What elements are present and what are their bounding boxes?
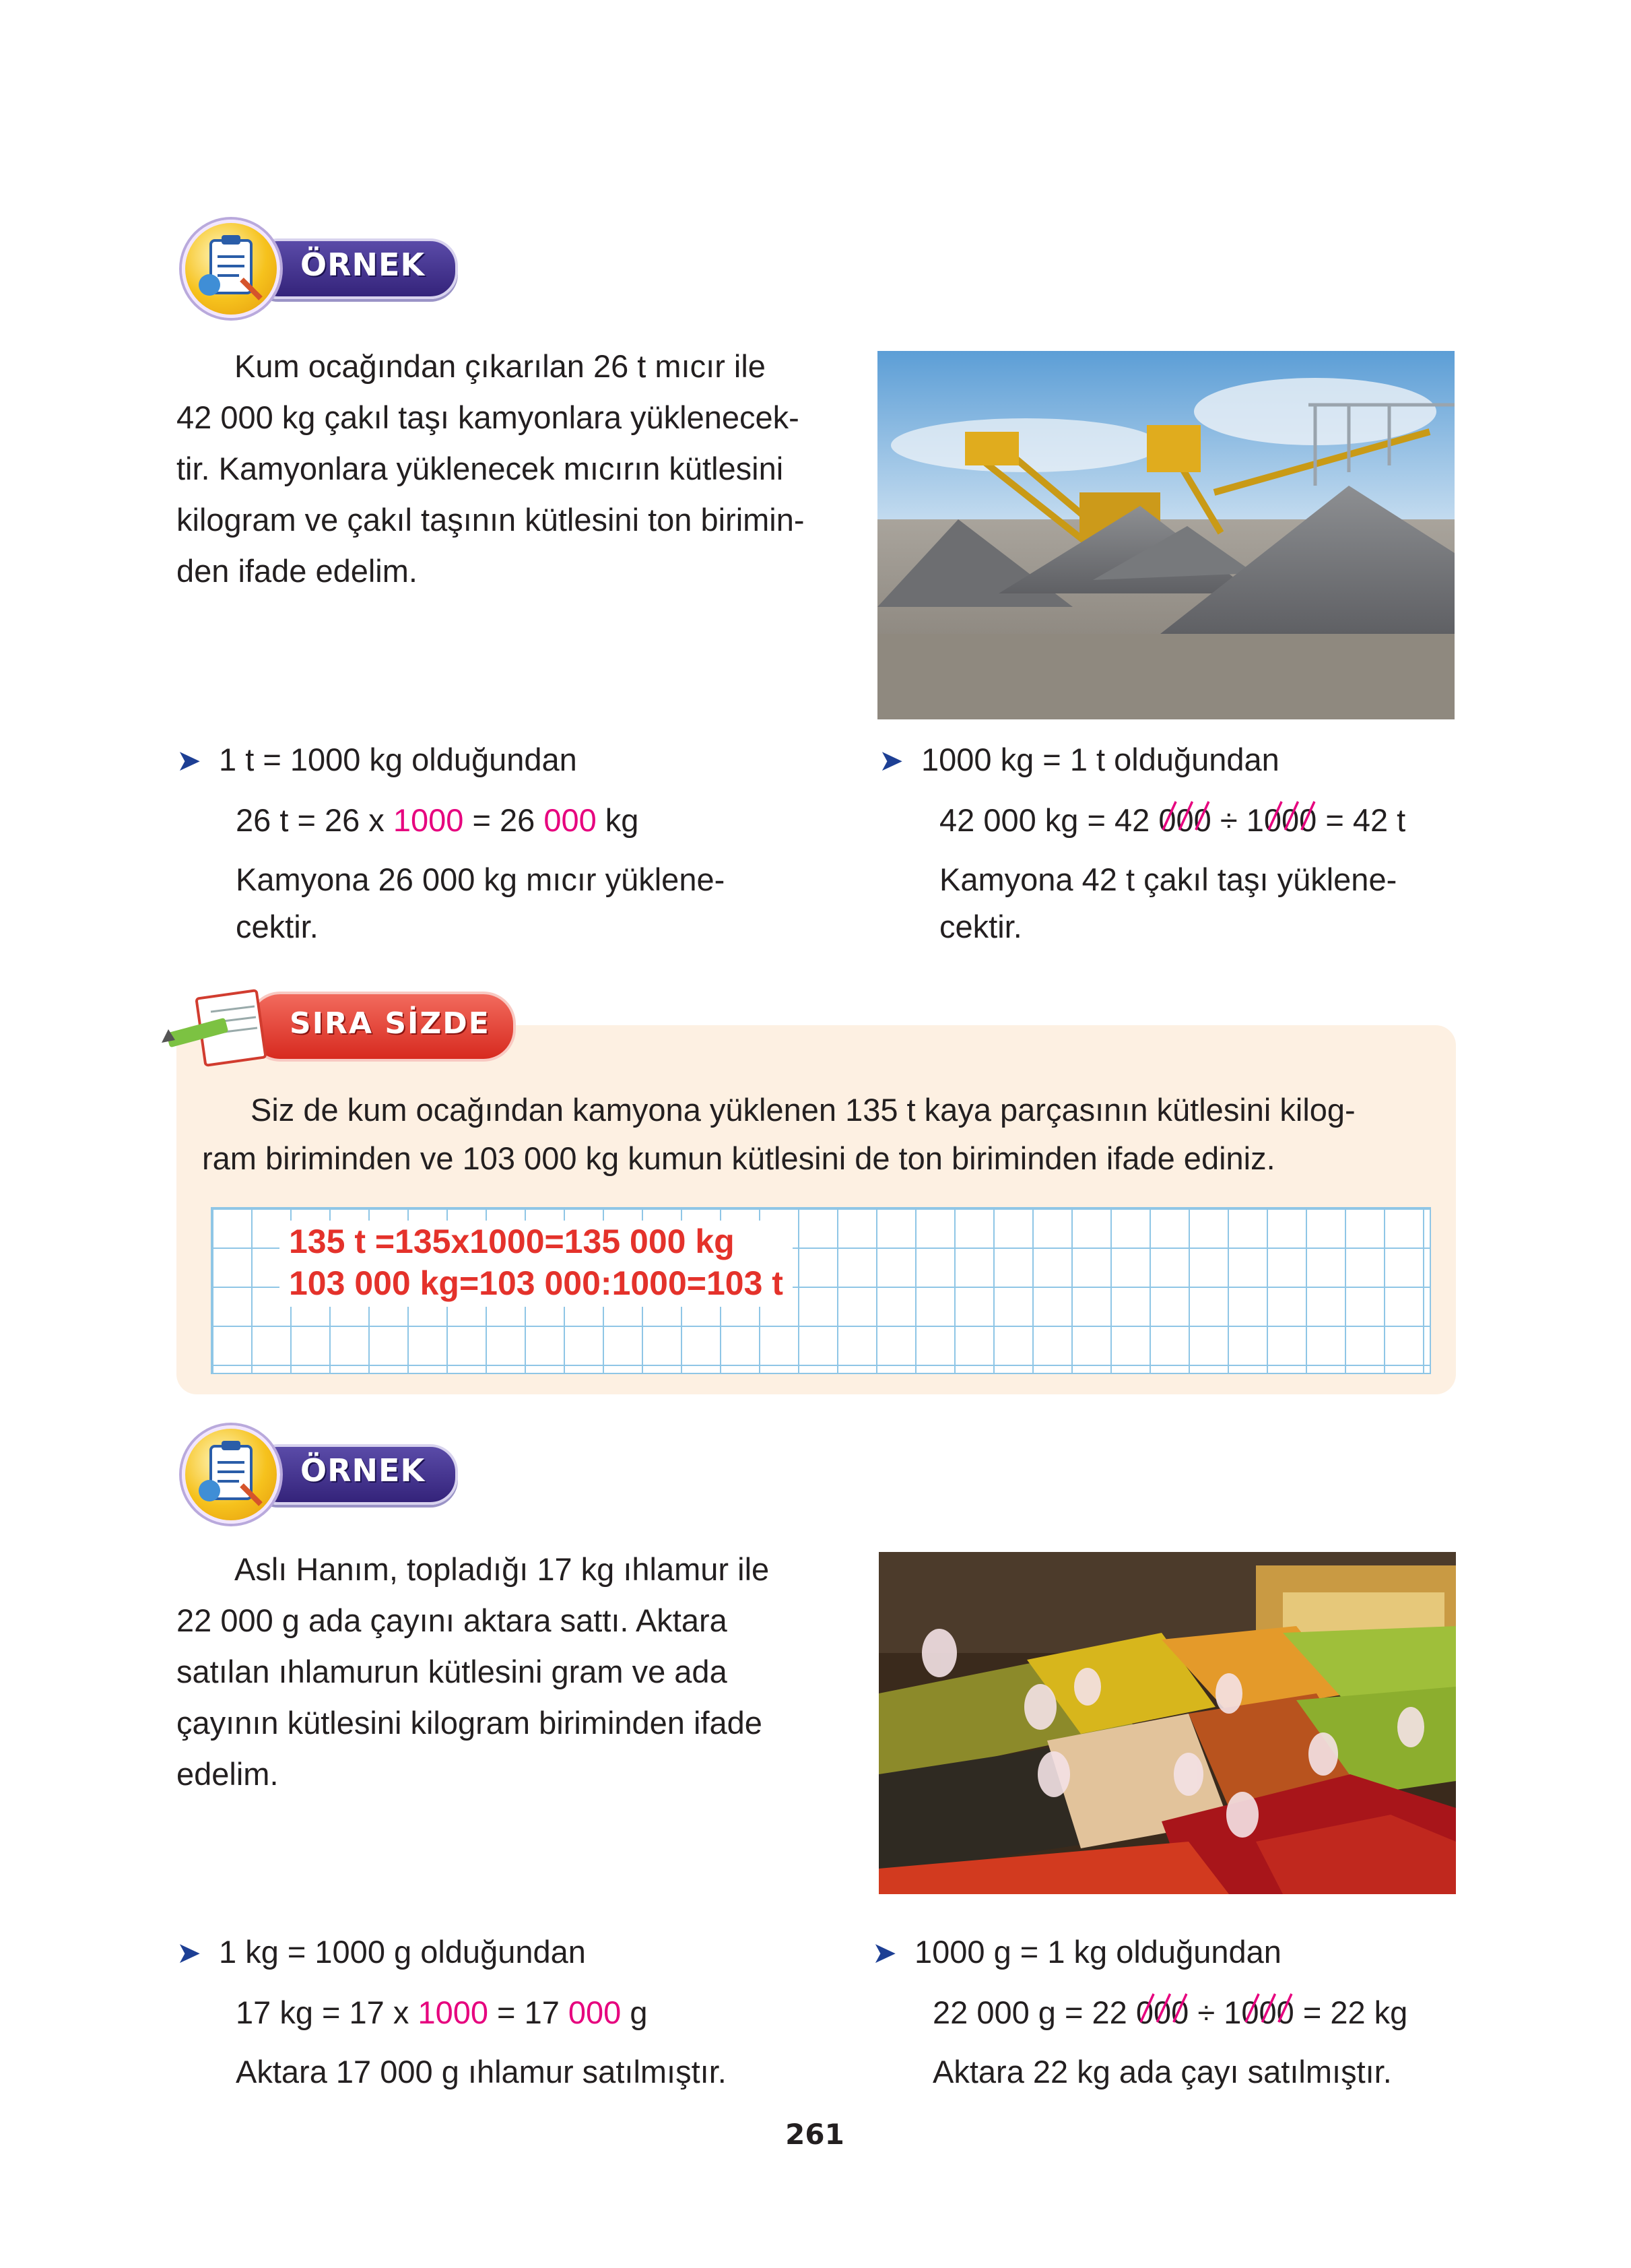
- sira-label: SIRA SİZDE: [290, 1006, 490, 1041]
- problem-line: den ifade edelim.: [176, 553, 418, 589]
- arrow-bullet-icon: ➤: [872, 1937, 897, 1970]
- cancelled-zeros: [1158, 795, 1211, 846]
- calc-part: 000: [1135, 1995, 1189, 2030]
- problem-line: satılan ıhlamurun kütlesini gram ve ada: [176, 1654, 727, 1689]
- problem-line: Aslı Hanım, topladığı 17 kg ıhlamur ile: [234, 1551, 770, 1587]
- solution-line: [176, 734, 850, 787]
- ornek-badge-2: [176, 1423, 459, 1524]
- ornek-label: ÖRNEK: [300, 1452, 426, 1489]
- page-number: 261: [785, 2118, 844, 2151]
- calc-part: 000: [1158, 802, 1211, 838]
- arrow-bullet-icon: ➤: [176, 744, 201, 777]
- conclusion-line: Aktara 22 kg ada çayı satılmıştır.: [933, 2054, 1392, 2089]
- handwritten-answer: [279, 1221, 793, 1307]
- problem-line: çayının kütlesini kilogram biriminden ifade: [176, 1705, 762, 1741]
- calc-part: ÷ 1: [1211, 802, 1264, 838]
- calc-part: ÷ 1: [1189, 1995, 1242, 2030]
- calc-part: 000: [1241, 1995, 1294, 2030]
- sira-sizde-badge: [160, 985, 524, 1072]
- conclusion-line: cektir.: [236, 909, 319, 944]
- calc-line: [176, 1987, 850, 2038]
- strike-marks: [1241, 1983, 1294, 2034]
- solution-line: [176, 1926, 850, 1979]
- calc-highlight: 000: [568, 1995, 622, 2030]
- sira-sizde-text: [202, 1086, 1428, 1183]
- solution-line: [872, 1926, 1458, 1979]
- problem-line: kilogram ve çakıl taşının kütlesini ton birimin-: [176, 502, 805, 538]
- ornek-label: ÖRNEK: [300, 247, 426, 283]
- spice-market-photo: [879, 1552, 1456, 1894]
- example1-right-solution: [879, 734, 1458, 952]
- calc-highlight: 1000: [393, 802, 464, 838]
- cancelled-zeros: [1136, 1987, 1189, 2038]
- answer-line: 103 000 kg=103 000:1000=103 t: [289, 1264, 783, 1302]
- solution-line: [879, 734, 1458, 787]
- solution-text: 1 kg = 1000 g olduğundan: [219, 1934, 586, 1970]
- arrow-bullet-icon: ➤: [176, 1937, 201, 1970]
- task-line: Siz de kum ocağından kamyona yüklenen 135 t kaya parçasının kütlesini kilog-: [251, 1092, 1356, 1128]
- calc-part: = 26: [463, 802, 544, 838]
- calc-part: kg: [596, 802, 639, 838]
- task-line: ram biriminden ve 103 000 kg kumun kütlesini de ton biriminden ifade ediniz.: [202, 1140, 1275, 1176]
- answer-line: 135 t =135x1000=135 000 kg: [289, 1223, 735, 1260]
- conclusion-line: Kamyona 26 000 kg mıcır yüklene-: [236, 862, 725, 897]
- calc-part: 26 t = 26 x: [236, 802, 393, 838]
- strike-marks: [1158, 791, 1211, 842]
- example1-left-solution: [176, 734, 850, 952]
- notebook-pencil-icon: [160, 985, 295, 1072]
- strike-marks: [1136, 1983, 1189, 2034]
- calc-part: 42 000 kg = 42: [939, 802, 1159, 838]
- problem-line: 42 000 kg çakıl taşı kamyonlara yüklenecek-: [176, 399, 799, 435]
- solution-text: 1000 g = 1 kg olduğundan: [914, 1934, 1282, 1970]
- solution-text: 1000 kg = 1 t olduğundan: [921, 742, 1279, 777]
- clipboard-icon: [182, 1425, 280, 1524]
- problem-line: tir. Kamyonlara yüklenecek mıcırın kütlesini: [176, 451, 784, 486]
- problem-line: Kum ocağından çıkarılan 26 t mıcır ile: [234, 348, 766, 384]
- example2-right-solution: [872, 1926, 1458, 2098]
- calc-line: [879, 795, 1458, 846]
- clipboard-icon: [182, 220, 280, 318]
- conclusion-line: Aktara 17 000 g ıhlamur satılmıştır.: [236, 2054, 727, 2089]
- conclusion-line: Kamyona 42 t çakıl taşı yüklene-: [939, 862, 1397, 897]
- problem-line: edelim.: [176, 1756, 279, 1792]
- gravel-quarry-photo: [877, 351, 1455, 719]
- cancelled-zeros: [1241, 1987, 1294, 2038]
- calc-part: 17 kg = 17 x: [236, 1995, 418, 2030]
- calc-highlight: 000: [543, 802, 597, 838]
- problem-line: 22 000 g ada çayını aktara sattı. Aktara: [176, 1602, 727, 1638]
- example2-problem: [176, 1544, 820, 1800]
- calc-line: [176, 795, 850, 846]
- ornek-badge-1: [176, 217, 459, 318]
- ornek-pill: [251, 238, 458, 299]
- example2-left-solution: [176, 1926, 850, 2098]
- conclusion-line: cektir.: [939, 909, 1022, 944]
- ornek-pill: [251, 1444, 458, 1505]
- calc-part: = 22 kg: [1294, 1995, 1408, 2030]
- calc-part: = 17: [488, 1995, 568, 2030]
- calc-highlight: 1000: [418, 1995, 488, 2030]
- calc-part: 22 000 g = 22: [933, 1995, 1136, 2030]
- calc-part: 000: [1263, 802, 1317, 838]
- calc-line: [872, 1987, 1458, 2038]
- strike-marks: [1264, 791, 1317, 842]
- arrow-bullet-icon: ➤: [879, 744, 904, 777]
- example1-problem: [176, 341, 843, 597]
- calc-part: = 42 t: [1317, 802, 1406, 838]
- calc-part: g: [621, 1995, 648, 2030]
- solution-text: 1 t = 1000 kg olduğundan: [219, 742, 577, 777]
- cancelled-zeros: [1264, 795, 1317, 846]
